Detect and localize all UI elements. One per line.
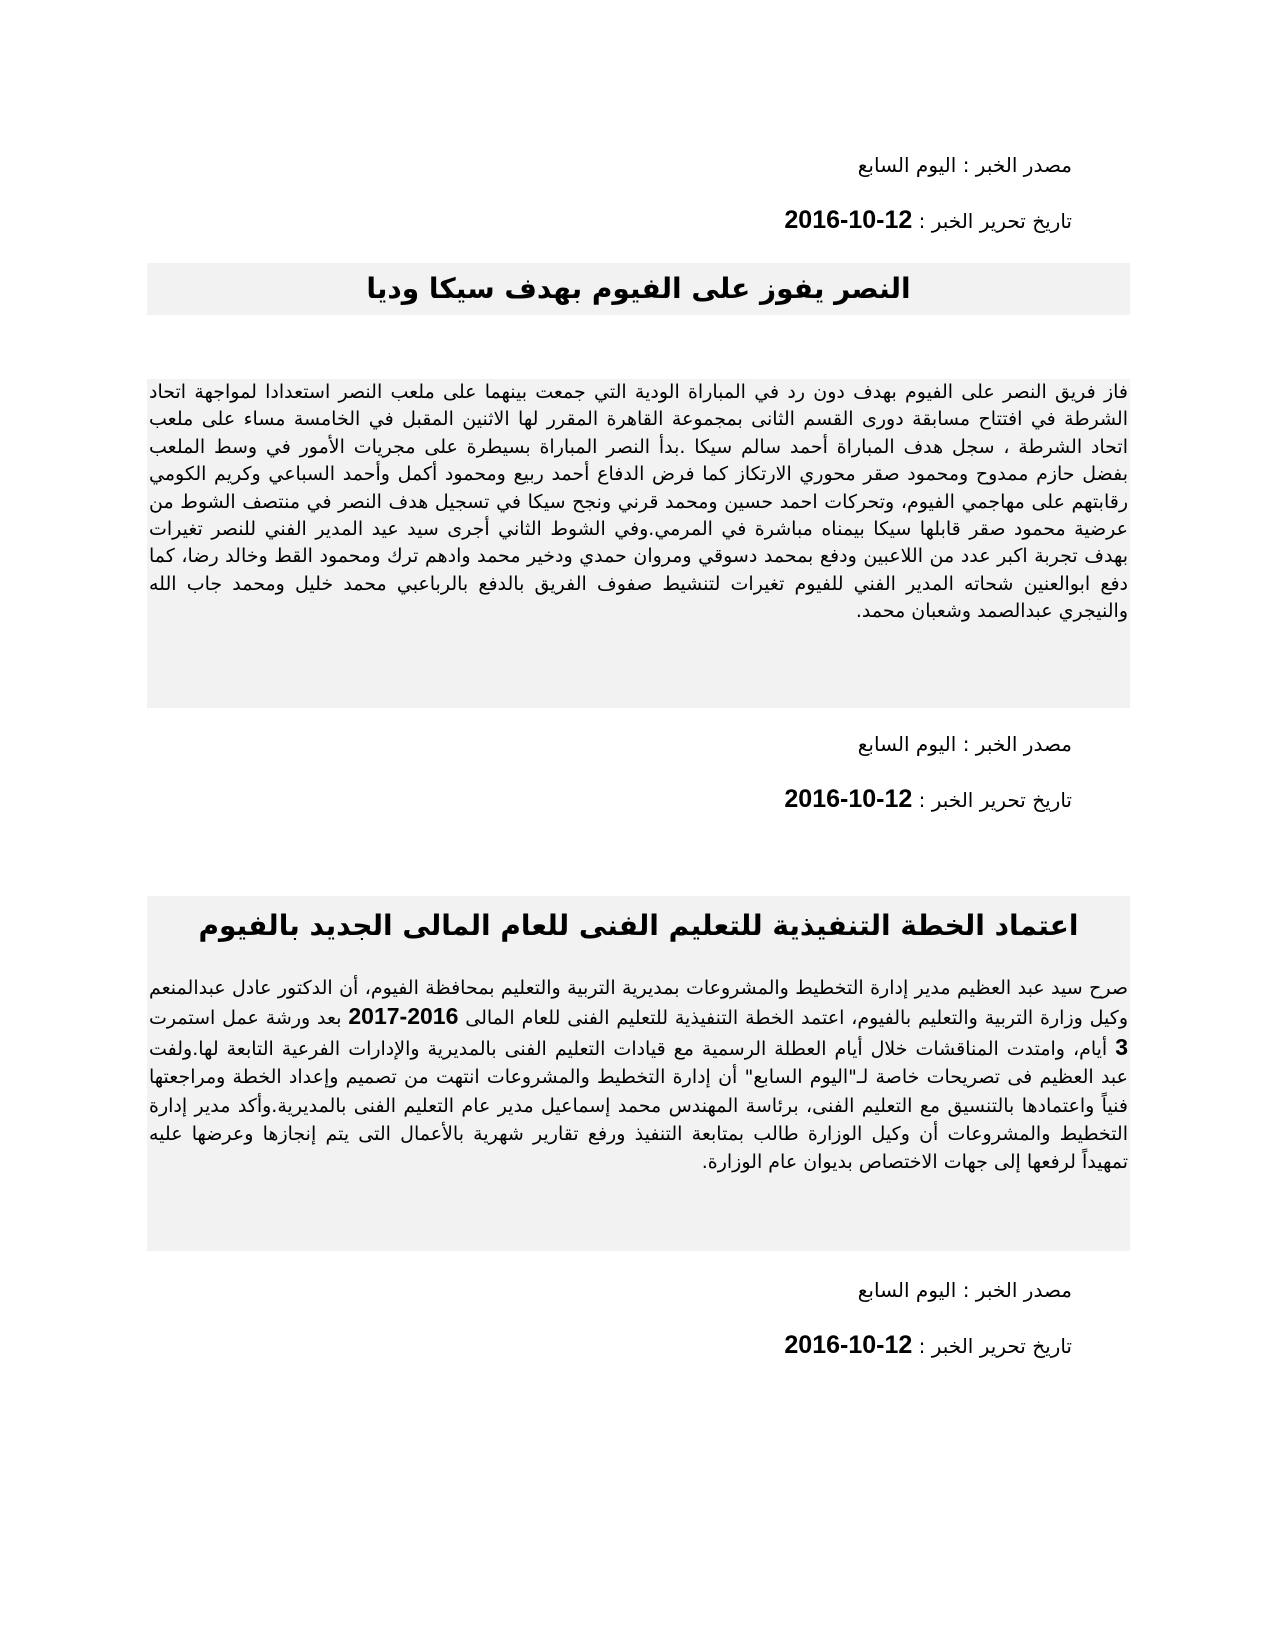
- source-value: اليوم السابع: [857, 732, 957, 756]
- date-value: 2016-10-12: [784, 1331, 913, 1359]
- article-2-body-part2: بعد ورشة عمل استمرت: [149, 1007, 349, 1030]
- article-2-footer-date-line: [784, 1332, 1072, 1359]
- article-2-body-part3: أيام، وامتدت المناقشات خلال أيام العطلة الرسمية مع قيادات التعليم الفنى بالمديرية والإدارات الفرعية التابعة لها.ولفت عبد العظيم فى تصريحات خاصة لـ"اليوم السابع" أن إدارة التخطيط والمشروعات انتهت من تصميم وإعداد الخطة ومراجعتها فنياً واعتمادها بالتنسيق مع التعليم الفنى، برئاسة المهندس محمد إسماعيل مدير عام التعليم الفنى بالمديرية.وأكد مدير إدارة التخطيط والمشروعات أن وكيل الوزارة طالب بمتابعة التنفيذ ورفع تقارير شهرية بالأعمال التى يتم إنجازها وعرضها عليه تمهيداً لرفعها إلى جهات الاختصاص بديوان عام الوزارة.: [149, 1037, 1128, 1174]
- article-1-footer-date-line: [784, 786, 1072, 813]
- date-value: 2016-10-12: [784, 785, 913, 813]
- date-label: تاريخ تحرير الخبر :: [918, 1334, 1072, 1358]
- source-label: مصدر الخبر :: [962, 153, 1072, 177]
- source-value: اليوم السابع: [857, 1278, 957, 1302]
- article-2-title: اعتماد الخطة التنفيذية للتعليم الفنى للعام المالى الجديد بالفيوم: [147, 896, 1130, 966]
- article-1-title: النصر يفوز على الفيوم بهدف سيكا وديا: [147, 263, 1130, 315]
- article-1-source-line: [858, 152, 1072, 178]
- article-2-body-year: 2016-2017: [348, 1003, 459, 1030]
- date-label: تاريخ تحرير الخبر :: [918, 209, 1072, 233]
- article-2-body-part1: صرح سيد عبد العظيم مدير إدارة التخطيط والمشروعات بمديرية التربية والتعليم بمحافظة الفيوم، أن الدكتور عادل عبدالمنعم وكيل وزارة التربية والتعليم بالفيوم، اعتمد الخطة التنفيذية للتعليم الفنى للعام المالى: [149, 977, 1129, 1030]
- article-1-footer-source-line: [858, 731, 1072, 757]
- article-1-date-line: [784, 207, 1072, 234]
- article-2-body: [147, 966, 1130, 1251]
- source-label: مصدر الخبر :: [962, 732, 1072, 756]
- date-label: تاريخ تحرير الخبر :: [918, 788, 1072, 812]
- source-value: اليوم السابع: [857, 153, 957, 177]
- article-2-body-days: 3: [1115, 1033, 1128, 1060]
- date-value: 2016-10-12: [784, 206, 913, 234]
- article-1-body: فاز فريق النصر على الفيوم بهدف دون رد في المباراة الودية التي جمعت بينهما على ملعب النصر استعدادا لمواجهة اتحاد الشرطة في افتتاح مسابقة دورى القسم الثانى بمجموعة القاهرة المقرر لها الاثنين المقبل في الخامسة مساء على ملعب اتحاد الشرطة ، سجل هدف المباراة أحمد سالم سيكا .بدأ النصر المباراة بسيطرة على مجريات الأمور في وسط الملعب بفضل حازم ممدوح ومحمود صقر محوري الارتكاز كما فرض الدفاع أحمد ربيع ومحمود أكمل وأحمد السباعي وكريم الكومي رقابتهم على مهاجمي الفيوم، وتحركات احمد حسين ومحمد قرني ونجح سيكا في تسجيل هدف النصر في منتصف الشوط من عرضية محمود صقر قابلها سيكا بيمناه مباشرة في المرمي.وفي الشوط الثاني أجرى سيد عيد المدير الفني للنصر تغيرات بهدف تجربة اكبر عدد من اللاعبين ودفع بمحمد دسوقي ومروان حمدي ودخير محمد وادهم ترك ومحمود القط وخالد رضا، كما دفع ابوالعنين شحاته المدير الفني للفيوم تغيرات لتنشيط صفوف الفريق بالدفع بالرباعبي محمد خليل ومحمد جاب الله والنيجري عبدالصمد وشعبان محمد.: [147, 379, 1130, 708]
- article-2-footer-source-line: [858, 1277, 1072, 1303]
- source-label: مصدر الخبر :: [962, 1278, 1072, 1302]
